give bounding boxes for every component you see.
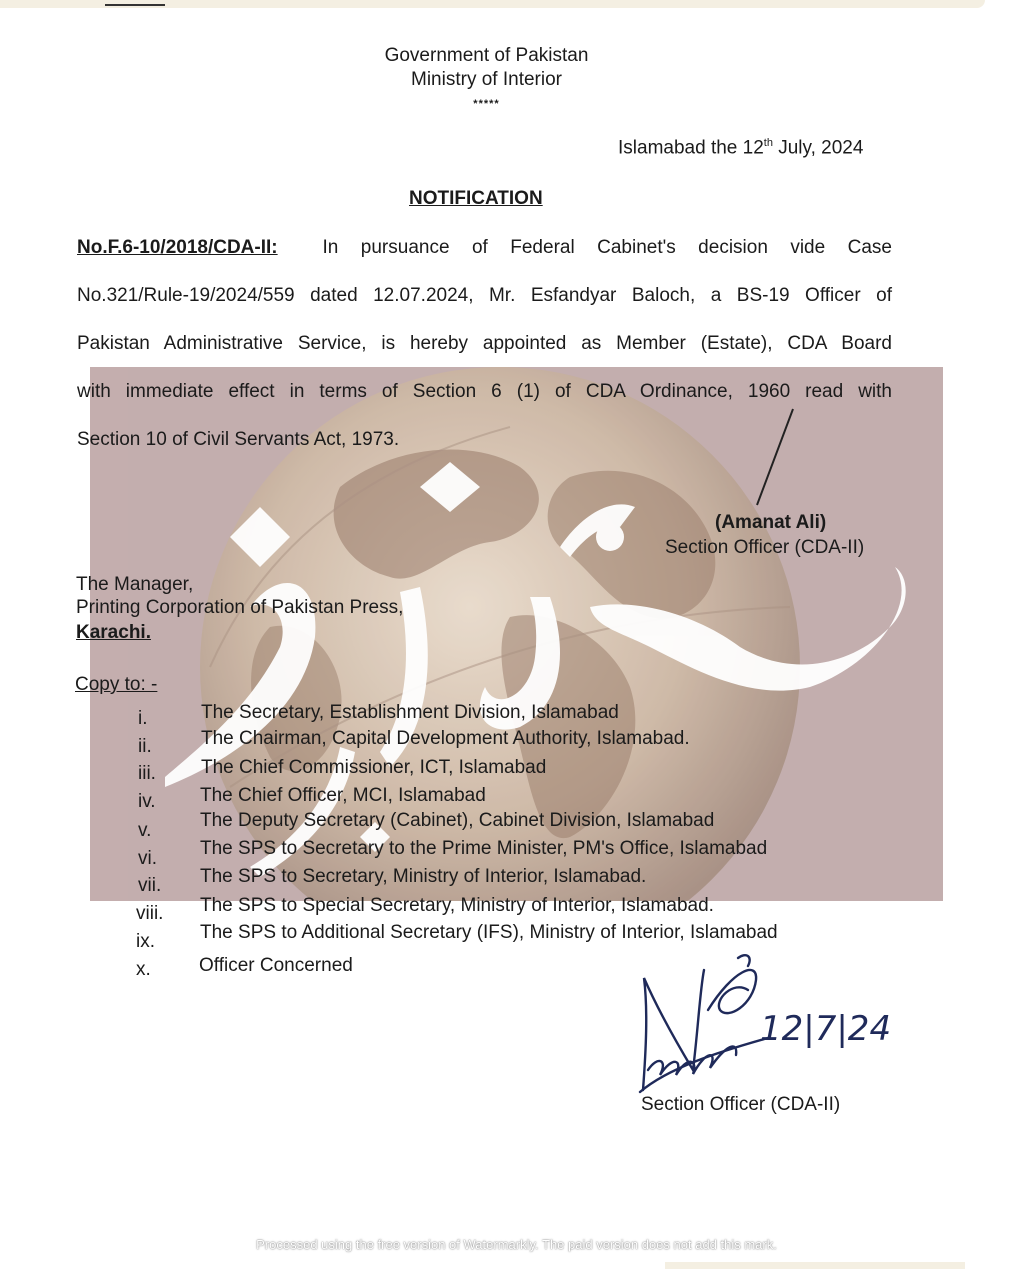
body-line-5: Section 10 of Civil Servants Act, 1973. (77, 429, 400, 450)
addressee-line-1: The Manager, (76, 574, 194, 595)
copy-item-text: The Chairman, Capital Development Authority, Islamabad. (201, 728, 690, 749)
copy-item-text: The SPS to Additional Secretary (IFS), Ministry of Interior, Islamabad (200, 922, 778, 943)
copy-to-label: Copy to: - (75, 674, 158, 695)
addressee-line-3: Karachi. (76, 622, 151, 643)
body-line-3: Pakistan Administrative Service, is hereby appointed as Member (Estate), CDA Board (77, 333, 892, 354)
copy-item-text: The Chief Officer, MCI, Islamabad (200, 785, 486, 806)
issue-date (618, 132, 863, 159)
copy-item-text: The SPS to Special Secretary, Ministry of Interior, Islamabad. (200, 895, 714, 916)
copy-item-text: The SPS to Secretary to the Prime Minister, PM's Office, Islamabad (200, 838, 768, 859)
copy-item-text: The Deputy Secretary (Cabinet), Cabinet Division, Islamabad (200, 810, 715, 831)
handwritten-signature-icon (638, 950, 898, 1095)
date-prefix: Islamabad the 12 (618, 137, 764, 159)
copy-item-text: The Chief Commissioner, ICT, Islamabad (201, 757, 547, 778)
copy-item-num: iii. (138, 763, 156, 784)
date-suffix: July, 2024 (772, 137, 864, 159)
signatory-name: (Amanat Ali) (715, 512, 827, 533)
handwritten-date: 12|7|24 (760, 1009, 892, 1049)
copy-item-num: x. (136, 959, 151, 980)
copy-item-num: i. (138, 708, 148, 729)
file-reference: No.F.6-10/2018/CDA-II: (77, 237, 278, 258)
body-line-1 (77, 237, 892, 259)
bottom-signatory-designation: Section Officer (CDA-II) (641, 1094, 841, 1115)
date-sup: th (763, 137, 773, 149)
copy-item-num: ii. (138, 736, 152, 757)
ministry-heading: Ministry of Interior (411, 69, 562, 90)
copy-item-num: ix. (136, 931, 155, 952)
watermarkly-notice: Processed using the free version of Watermarkly. The paid version does not add this mark. (256, 1237, 777, 1252)
copy-item-num: vi. (138, 848, 157, 869)
copy-item-num: vii. (138, 875, 162, 896)
govt-heading: Government of Pakistan (384, 45, 589, 66)
signature-stroke-icon (745, 405, 805, 515)
copy-item-text: Officer Concerned (199, 955, 353, 976)
copy-item-text: The SPS to Secretary, Ministry of Interior, Islamabad. (200, 866, 647, 887)
copy-item-text: The Secretary, Establishment Division, Islamabad (201, 702, 619, 723)
signatory-designation: Section Officer (CDA-II) (665, 537, 865, 558)
notification-title: NOTIFICATION (409, 188, 543, 209)
body-line-1-text: In pursuance of Federal Cabinet's decision vide Case (322, 237, 892, 258)
copy-item-num: viii. (136, 903, 164, 924)
body-line-2: No.321/Rule-19/2024/559 dated 12.07.2024, Mr. Esfandyar Baloch, a BS-19 Officer of (77, 285, 892, 306)
addressee-line-2: Printing Corporation of Pakistan Press, (76, 597, 404, 618)
copy-item-num: iv. (138, 791, 156, 812)
bottom-edge-strip (665, 1262, 965, 1269)
body-line-4: with immediate effect in terms of Section 6 (1) of CDA Ordinance, 1960 read with (77, 381, 892, 402)
heading-stars: ***** (473, 98, 500, 110)
copy-item-num: v. (138, 820, 152, 841)
